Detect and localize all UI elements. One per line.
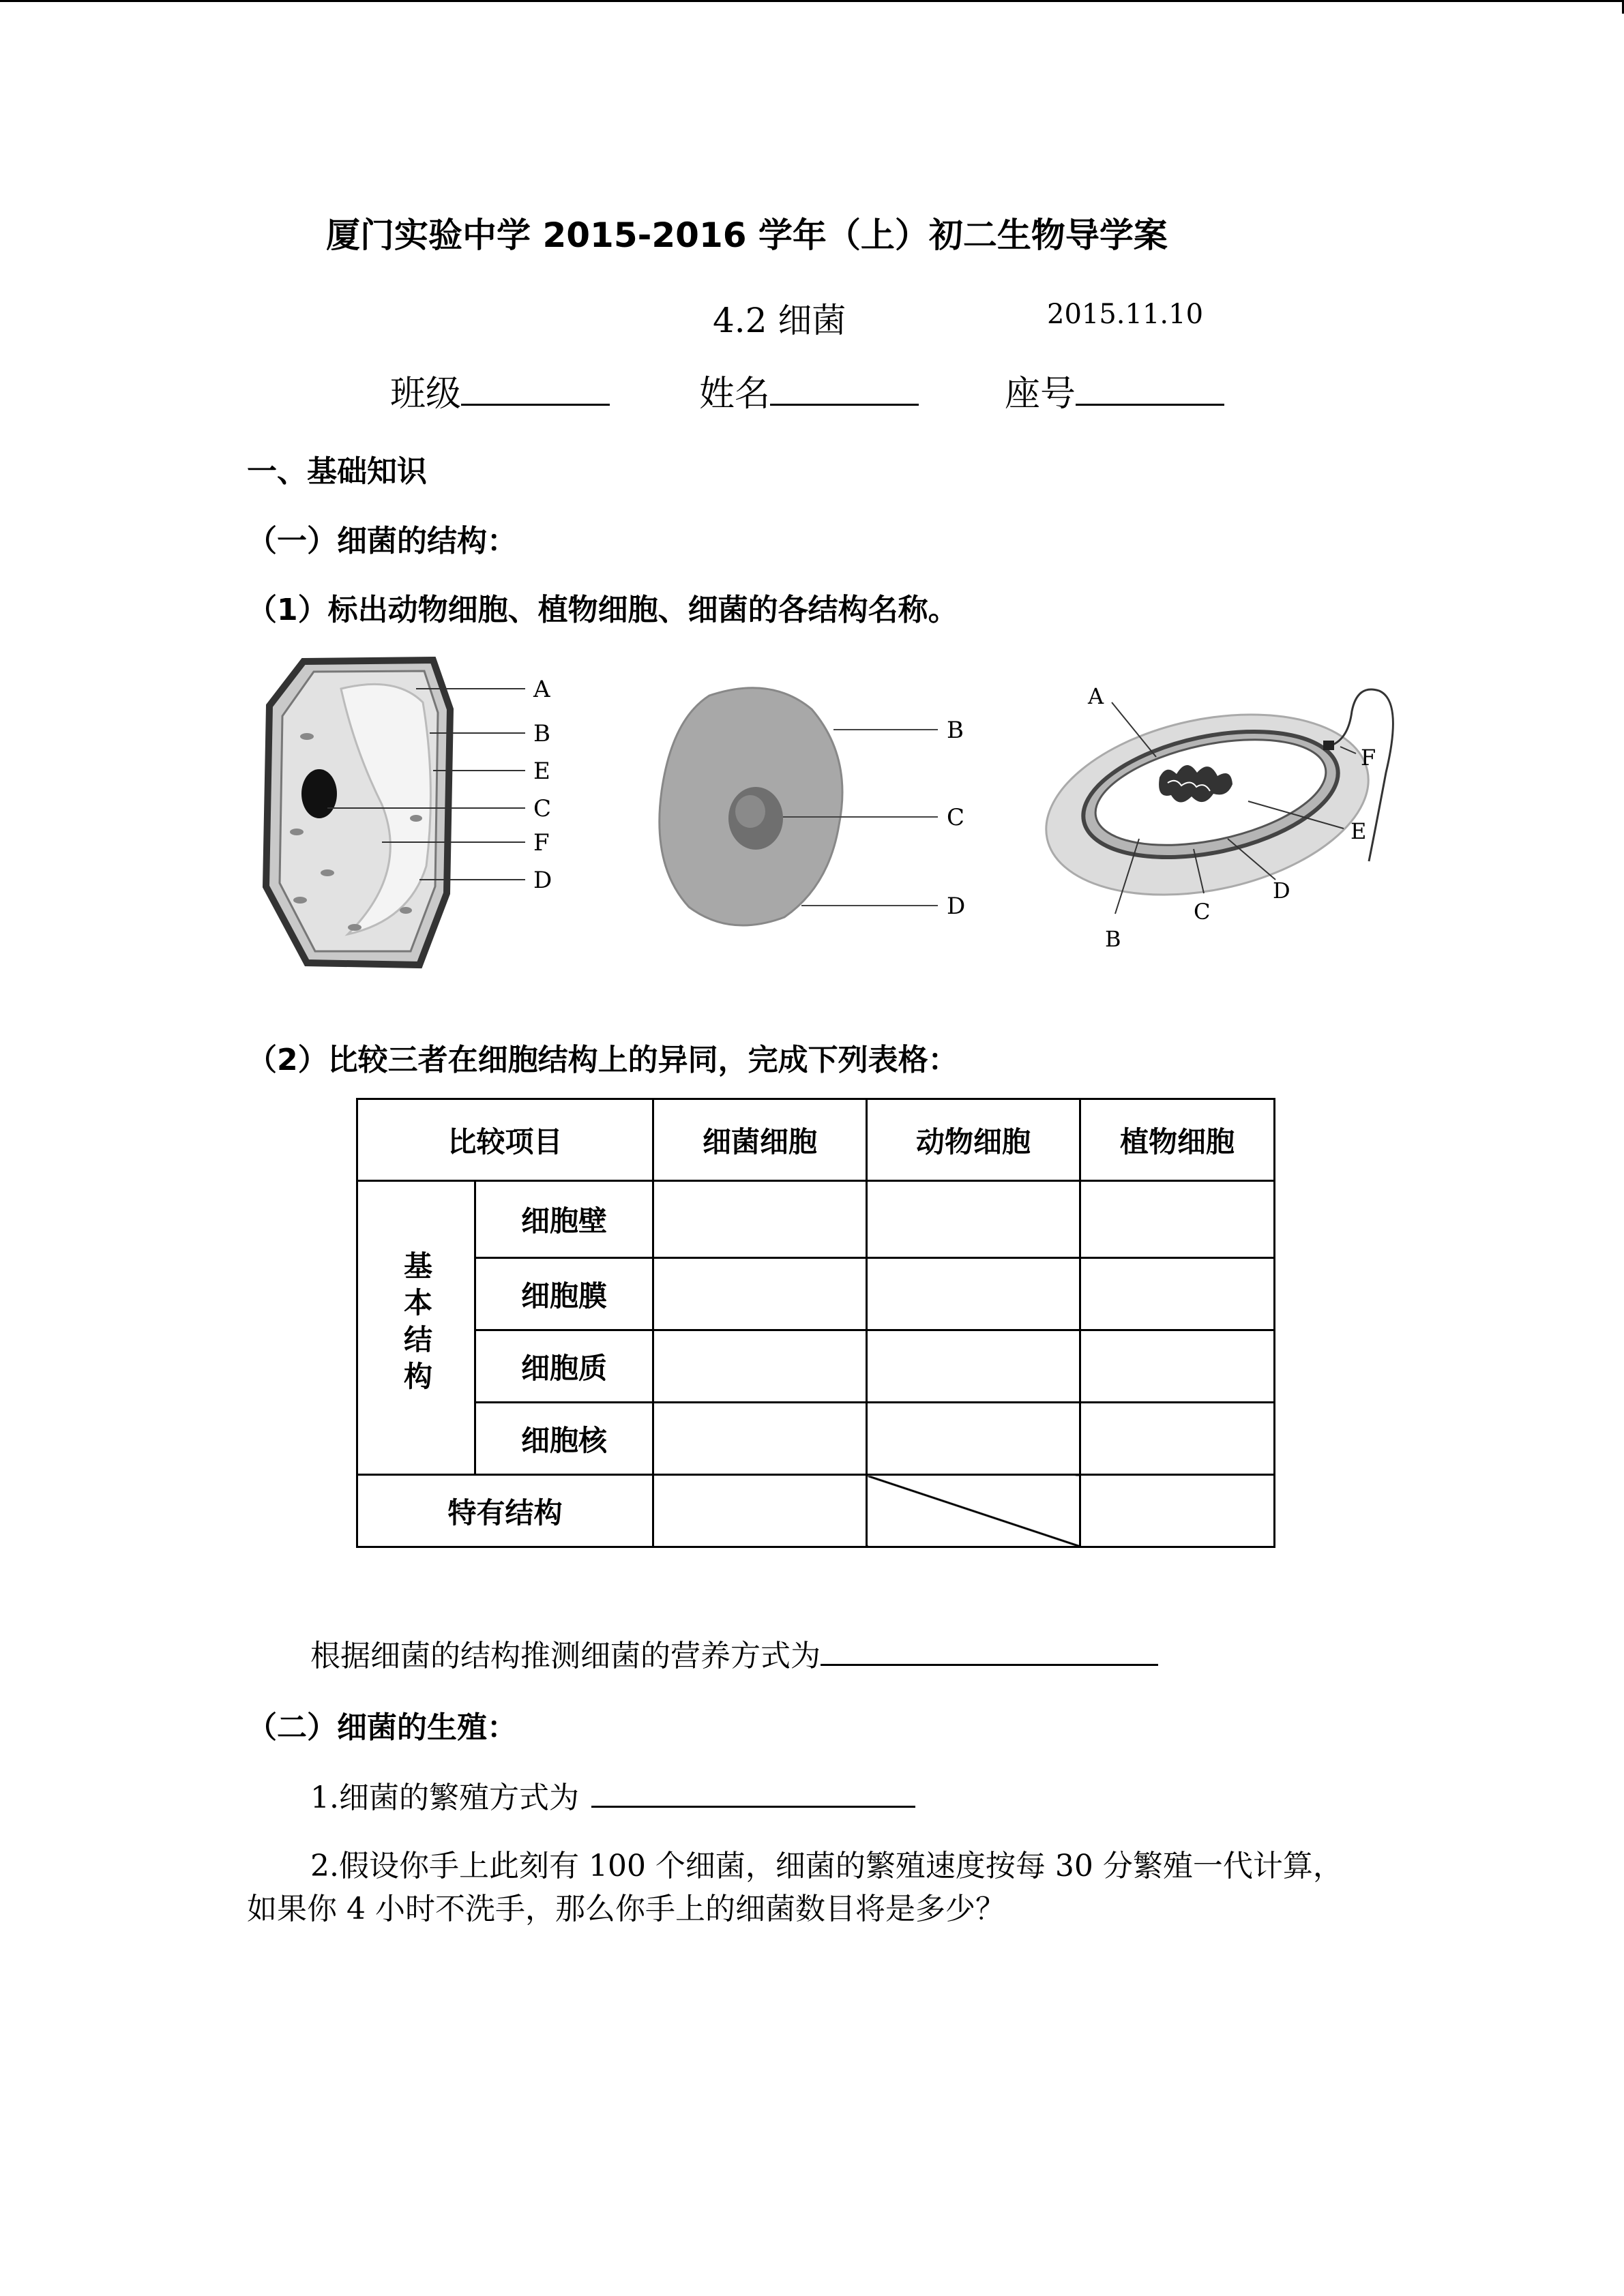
animal-label-c: C — [947, 804, 965, 831]
nutrition-question — [310, 1631, 1158, 1675]
answer-cell[interactable] — [653, 1258, 867, 1330]
row-label-cell-wall: 细胞壁 — [475, 1181, 653, 1258]
section-reproduction: （二）细菌的生殖： — [247, 1710, 517, 1745]
nutrition-text: 根据细菌的结构推测细菌的营养方式为 — [310, 1639, 821, 1673]
reproduction-question-2-line1: 2.假设你手上此刻有 100 个细菌，细菌的繁殖速度按每 30 分繁殖一代计算， — [310, 1849, 1343, 1883]
header-compare-item: 比较项目 — [357, 1099, 653, 1181]
seat-label: 座号 — [1005, 374, 1076, 415]
bacteria-figure — [1023, 675, 1432, 961]
row-label-cytoplasm: 细胞质 — [475, 1330, 653, 1403]
name-blank[interactable] — [770, 404, 919, 406]
crossed-out-cell — [867, 1475, 1080, 1547]
group-label: 基本结构 — [400, 1251, 433, 1398]
seat-blank[interactable] — [1076, 404, 1224, 406]
animal-label-d: D — [947, 893, 966, 920]
answer-cell[interactable] — [1080, 1403, 1275, 1475]
bacteria-label-f: F — [1361, 745, 1376, 771]
answer-cell[interactable] — [1080, 1181, 1275, 1258]
answer-cell[interactable] — [653, 1330, 867, 1403]
answer-cell[interactable] — [1080, 1258, 1275, 1330]
answer-cell[interactable] — [1080, 1330, 1275, 1403]
row-label-nucleus: 细胞核 — [475, 1403, 653, 1475]
answer-cell[interactable] — [867, 1330, 1080, 1403]
page-top-border — [0, 0, 1624, 2]
animal-label-b: B — [947, 717, 964, 744]
class-blank[interactable] — [461, 404, 610, 406]
bacteria-label-c: C — [1194, 899, 1211, 925]
nutrition-blank[interactable] — [821, 1664, 1158, 1666]
name-label: 姓名 — [699, 374, 771, 415]
document-title: 厦门实验中学 2015-2016 学年（上）初二生物导学案 — [326, 215, 1168, 255]
group-basic-structure — [357, 1181, 475, 1475]
answer-cell[interactable] — [653, 1475, 867, 1547]
question-1: （1）标出动物细胞、植物细胞、细菌的各结构名称。 — [247, 593, 958, 627]
plant-label-b: B — [533, 720, 550, 747]
bacteria-label-a: A — [1088, 683, 1104, 709]
comparison-table — [356, 1098, 1275, 1548]
plant-cell-figure — [252, 648, 573, 975]
answer-cell[interactable] — [653, 1181, 867, 1258]
plant-label-e: E — [533, 758, 550, 785]
header-animal-cell: 动物细胞 — [867, 1099, 1080, 1181]
rep1-blank[interactable] — [591, 1806, 915, 1808]
question-2: （2）比较三者在细胞结构上的异同，完成下列表格： — [247, 1043, 958, 1077]
seat-field — [1005, 365, 1224, 416]
row-label-special-structure: 特有结构 — [357, 1475, 653, 1547]
class-label: 班级 — [390, 374, 462, 415]
answer-cell[interactable] — [653, 1403, 867, 1475]
row-label-cell-membrane: 细胞膜 — [475, 1258, 653, 1330]
plant-label-a: A — [533, 676, 550, 703]
answer-cell[interactable] — [867, 1258, 1080, 1330]
name-field — [699, 365, 919, 416]
bacteria-label-b: B — [1105, 926, 1121, 952]
header-plant-cell: 植物细胞 — [1080, 1099, 1275, 1181]
section-structure: （一）细菌的结构： — [247, 524, 517, 558]
class-field — [390, 365, 610, 416]
bacteria-label-d: D — [1273, 878, 1290, 904]
answer-cell[interactable] — [1080, 1475, 1275, 1547]
plant-label-c: C — [533, 795, 552, 822]
header-bacteria-cell: 细菌细胞 — [653, 1099, 867, 1181]
bacteria-label-e: E — [1350, 818, 1367, 844]
plant-label-d: D — [533, 867, 552, 894]
rep1-text: 1.细菌的繁殖方式为 — [310, 1780, 579, 1815]
answer-cell[interactable] — [867, 1403, 1080, 1475]
animal-cell-figure — [655, 682, 975, 941]
reproduction-question-2-line2: 如果你 4 小时不洗手，那么你手上的细菌数目将是多少？ — [247, 1892, 1005, 1926]
lesson-title: 4.2 细菌 — [713, 301, 846, 340]
reproduction-question-1 — [310, 1773, 915, 1817]
plant-label-f: F — [533, 829, 550, 856]
answer-cell[interactable] — [867, 1181, 1080, 1258]
lesson-date: 2015.11.10 — [1047, 299, 1204, 330]
section-basic: 一、基础知识 — [247, 454, 427, 489]
